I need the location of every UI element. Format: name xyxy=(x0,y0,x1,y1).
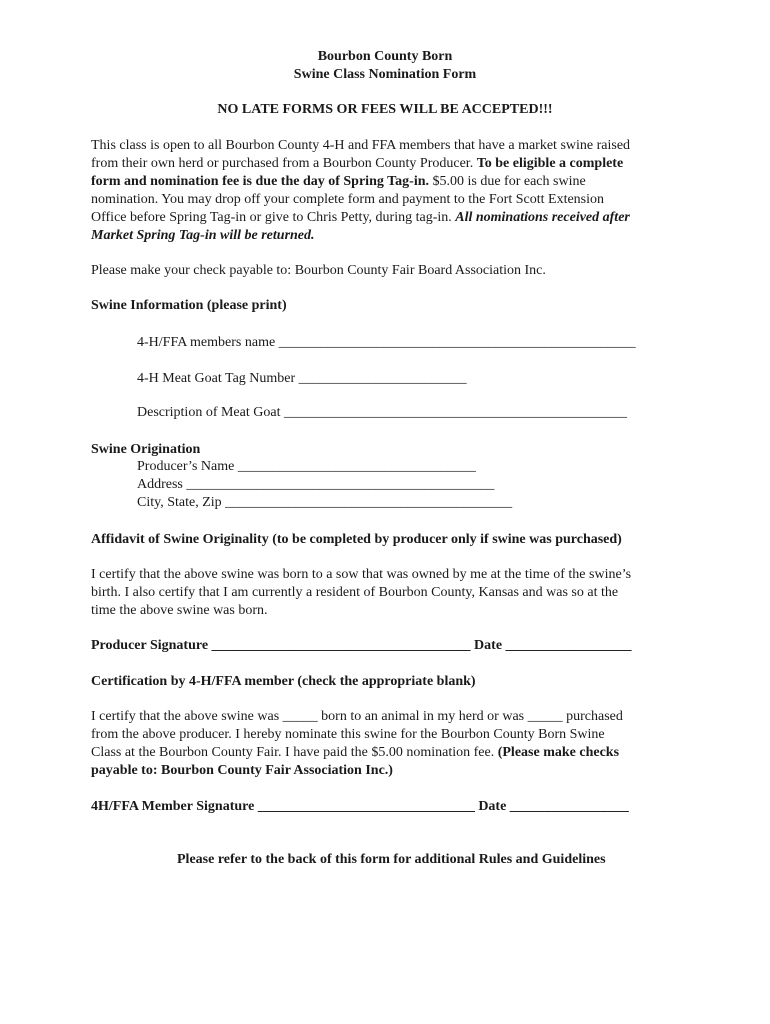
description-field[interactable]: Description of Meat Goat _________________________________________________ xyxy=(137,405,627,420)
producer-signature-field[interactable]: Producer Signature _____________________________________ Date __________________ xyxy=(91,638,632,653)
late-warning: NO LATE FORMS OR FEES WILL BE ACCEPTED!!! xyxy=(217,102,553,117)
intro-bold-text: form and nomination fee is due the day of Spring Tag-in. xyxy=(91,174,429,189)
certification-paragraph xyxy=(91,708,691,780)
intro-line xyxy=(91,173,691,191)
city-state-zip-field[interactable]: City, State, Zip _________________________________________ xyxy=(137,495,513,510)
certification-line: from the above producer. I hereby nominate this swine for the Bourbon County Born Swine xyxy=(91,727,605,742)
intro-line: Market Spring Tag-in will be returned. xyxy=(91,228,315,243)
certification-text: Class at the Bourbon County Fair. I have paid the $5.00 nomination fee. xyxy=(91,745,498,760)
affidavit-line: time the above swine was born. xyxy=(91,603,268,618)
intro-bold-text: To be eligible a complete xyxy=(476,156,624,171)
payable-note: Please make your check payable to: Bourbon County Fair Board Association Inc. xyxy=(91,263,546,278)
certification-heading: Certification by 4-H/FFA member (check the appropriate blank) xyxy=(91,674,476,689)
affidavit-heading: Affidavit of Swine Originality (to be completed by producer only if swine was purchased) xyxy=(91,532,622,547)
footer-note: Please refer to the back of this form for additional Rules and Guidelines xyxy=(177,852,606,867)
affidavit-paragraph xyxy=(91,566,691,620)
tag-number-field[interactable]: 4-H Meat Goat Tag Number ________________________ xyxy=(137,371,467,386)
affidavit-line: birth. I also certify that I am currently a resident of Bourbon County, Kansas and was so at the xyxy=(91,585,619,600)
affidavit-line: I certify that the above swine was born to a sow that was owned by me at the time of the swine’s xyxy=(91,567,632,582)
producer-name-field[interactable]: Producer’s Name __________________________________ xyxy=(137,459,476,474)
intro-bold-italic-text: All nominations received after xyxy=(455,210,630,225)
form-title-line1: Bourbon County Born xyxy=(317,49,453,64)
certification-line xyxy=(91,744,691,762)
intro-paragraph xyxy=(91,137,691,245)
address-field[interactable]: Address ____________________________________________ xyxy=(137,477,495,492)
intro-line xyxy=(91,209,691,227)
intro-line xyxy=(91,155,691,173)
certification-line: payable to: Bourbon County Fair Association Inc.) xyxy=(91,763,393,778)
member-signature-field[interactable]: 4H/FFA Member Signature _______________________________ Date _________________ xyxy=(91,799,629,814)
intro-text: $5.00 is due for each swine xyxy=(429,174,586,189)
certification-bold-text: (Please make checks xyxy=(497,745,620,760)
intro-text: from their own herd or purchased from a Bourbon County Producer. xyxy=(91,156,477,171)
swine-info-heading: Swine Information (please print) xyxy=(91,298,287,313)
member-name-field[interactable]: 4-H/FFA members name ___________________________________________________ xyxy=(137,335,636,350)
intro-line: nomination. You may drop off your complete form and payment to the Fort Scott Extension xyxy=(91,192,605,207)
intro-text: Office before Spring Tag-in or give to Chris Petty, during tag-in. xyxy=(91,210,456,225)
form-title-line2: Swine Class Nomination Form xyxy=(293,67,477,82)
certification-line: I certify that the above swine was _____ born to an animal in my herd or was _____ purchased xyxy=(91,709,623,724)
intro-line: This class is open to all Bourbon County 4-H and FFA members that have a market swine raised xyxy=(91,138,631,153)
origination-heading: Swine Origination xyxy=(91,442,201,457)
